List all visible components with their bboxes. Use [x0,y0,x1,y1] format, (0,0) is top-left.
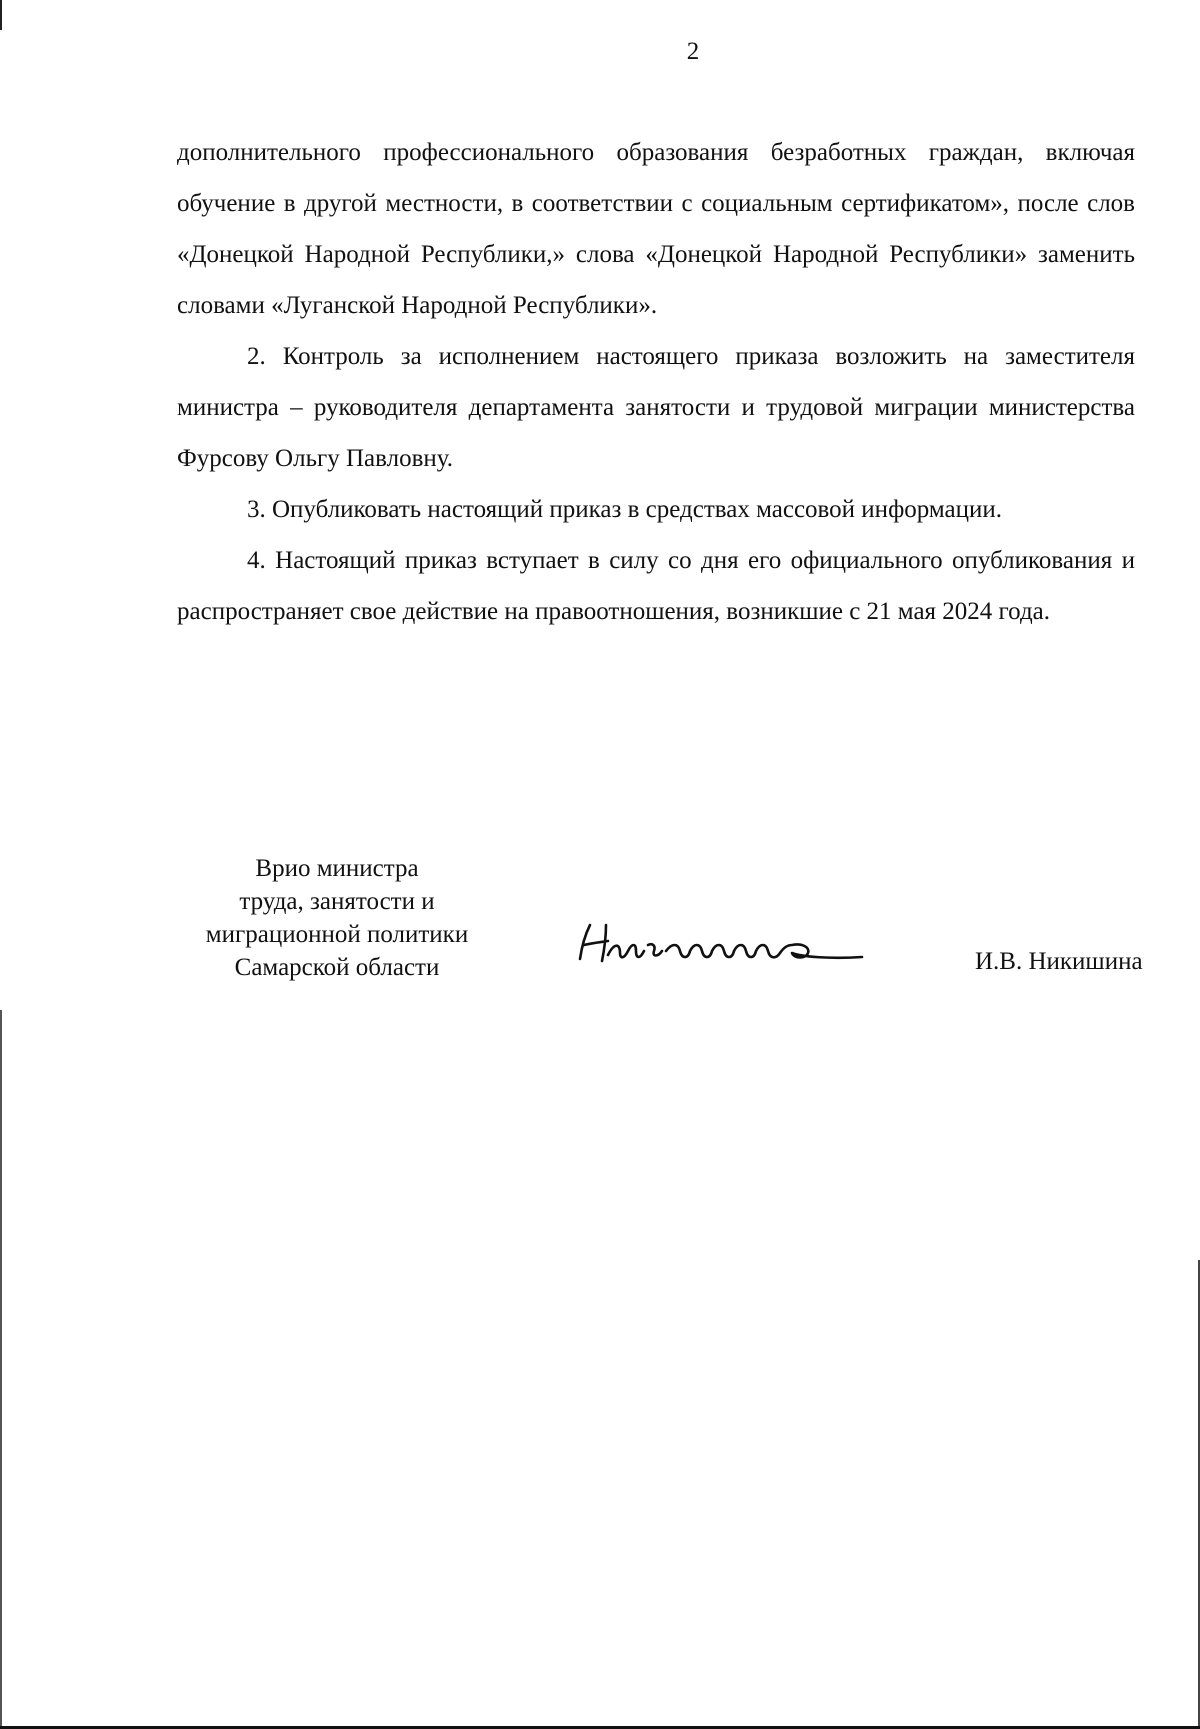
paragraph-item-4: 4. Настоящий приказ вступает в силу со дня его официального опубликования и распространяет свое действие на правоотношения, возникшие с 21 мая 2024 года. [177,547,1135,625]
signer-position-line-3: миграционной политики [205,921,469,948]
document-body [177,127,1135,637]
signer-position-line-1: Врио министра [255,855,419,882]
signer-position-line-2: труда, занятости и [239,888,435,915]
page-edge-left [0,0,2,1729]
paragraph-item-3: 3. Опубликовать настоящий приказ в средствах массовой информации. [247,496,1003,523]
handwritten-signature [562,915,892,975]
signer-name: И.В. Никишина [975,948,1143,975]
page-number: 2 [686,38,700,65]
signer-position-line-4: Самарской области [234,954,440,981]
paragraph-item-2: 2. Контроль за исполнением настоящего приказа возложить на заместителя министра – руководителя департамента занятости и трудовой миграции министерства Фурсову Ольгу Павловну. [177,343,1135,472]
signer-position [177,852,497,984]
paragraph-continuation: дополнительного профессионального образования безработных граждан, включая обучение в другой местности, в соответствии с социальным сертификатом», после слов «Донецкой Народной Республики,» слова «Донецкой Народной Республики» заменить словами «Луганской Народной Республики». [177,139,1135,319]
